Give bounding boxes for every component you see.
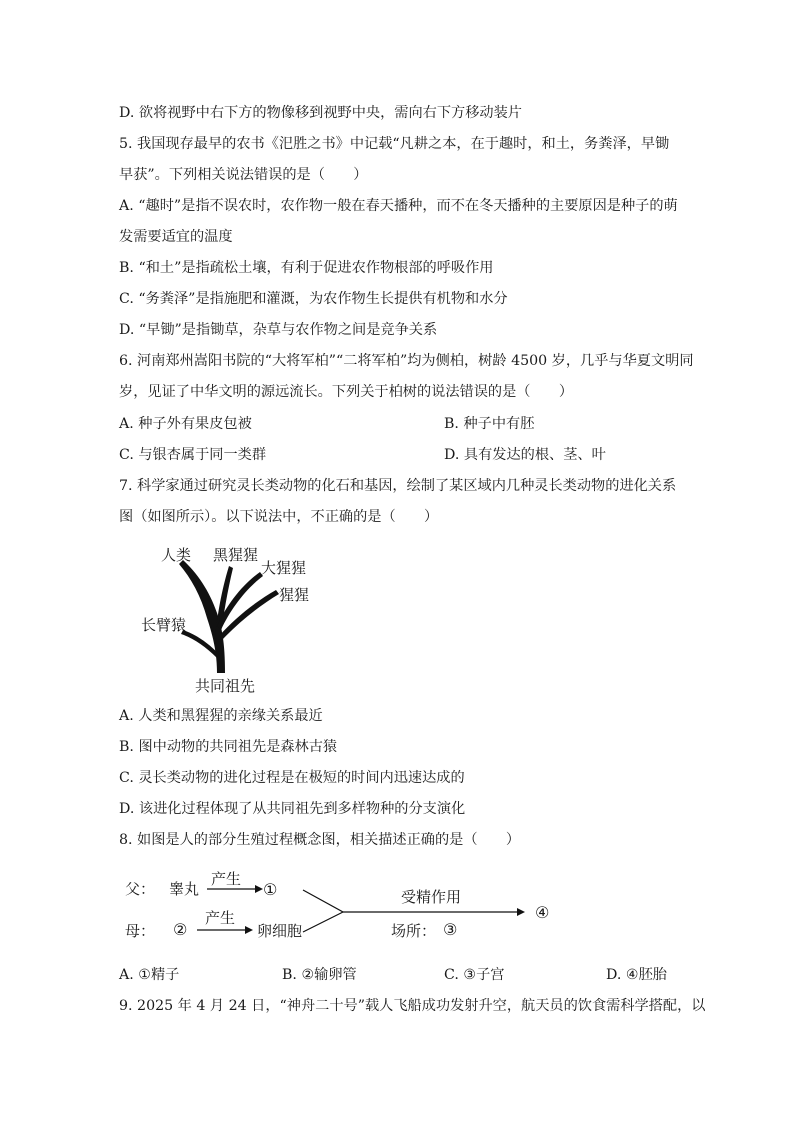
q5-stem-line1: 5. 我国现存最早的农书《汜胜之书》中记载“凡耕之本，在于趣时，和土，务粪泽，早锄 — [119, 136, 670, 152]
label-produce-2: 产生 — [205, 909, 236, 927]
q7-option-d: D. 该进化过程体现了从共同祖先到多样物种的分支演化 — [119, 801, 466, 817]
q6-option-c: C. 与银杏属于同一类群 — [119, 447, 267, 463]
q5-option-a-line1: A. “趣时”是指不误农时，农作物一般在春天播种，而不在冬天播种的主要原因是种子的萌 — [119, 198, 678, 214]
q6-option-a: A. 种子外有果皮包被 — [119, 416, 252, 432]
label-chimp: 黑猩猩 — [213, 546, 259, 564]
label-circle-4: ④ — [535, 903, 550, 922]
label-circle-1: ① — [263, 880, 278, 899]
q8-option-b: B. ②输卵管 — [282, 967, 357, 983]
q5-option-c: C. “务粪泽”是指施肥和灌溉，为农作物生长提供有机物和水分 — [119, 291, 508, 307]
label-human: 人类 — [161, 546, 192, 564]
arrowhead-fertilization — [517, 908, 525, 916]
q5-stem-line2: 早获”。下列相关说法错误的是（ ） — [119, 167, 368, 183]
label-ancestor: 共同祖先 — [195, 677, 256, 695]
q8-option-d: D. ④胚胎 — [606, 967, 667, 983]
label-circle-3: ③ — [443, 920, 458, 939]
q9-stem-line1: 9. 2025 年 4 月 24 日，“神舟二十号”载人飞船成功发射升空，航天员的饮食需科学搭配，以 — [119, 998, 706, 1014]
arrowhead-produce-1 — [255, 885, 263, 893]
label-mother: 母： — [125, 922, 156, 940]
q8-option-a: A. ①精子 — [119, 967, 180, 983]
q6-stem-line2: 岁，见证了中华文明的源远流长。下列关于柏树的说法错误的是（ ） — [119, 384, 574, 400]
label-place: 场所： — [391, 922, 437, 940]
label-orangutan: 猩猩 — [279, 586, 310, 604]
q7-stem-line2: 图（如图所示）。以下说法中，不正确的是（ ） — [119, 509, 439, 525]
q5-option-b: B. “和土”是指疏松土壤，有利于促进农作物根部的呼吸作用 — [119, 260, 494, 276]
q7-option-a: A. 人类和黑猩猩的亲缘关系最近 — [119, 708, 323, 724]
label-fertilization: 受精作用 — [401, 888, 462, 906]
label-produce-1: 产生 — [211, 870, 242, 888]
reproduction-flow-diagram — [125, 866, 585, 946]
label-circle-2: ② — [173, 920, 188, 939]
q6-option-d: D. 具有发达的根、茎、叶 — [444, 447, 606, 463]
q7-option-b: B. 图中动物的共同祖先是森林古猿 — [119, 739, 338, 755]
arrowhead-produce-2 — [245, 926, 253, 934]
q6-stem-line1: 6. 河南郑州嵩阳书院的“大将军柏”“二将军柏”均为侧柏，树龄 4500 岁，几乎与华夏文明同 — [119, 353, 694, 369]
evolution-tree-diagram — [135, 538, 355, 698]
q7-stem-line1: 7. 科学家通过研究灵长类动物的化石和基因，绘制了某区域内几种灵长类动物的进化关系 — [119, 478, 677, 494]
q7-option-c: C. 灵长类动物的进化过程是在极短的时间内迅速达成的 — [119, 770, 465, 786]
label-egg: 卵细胞 — [257, 922, 303, 940]
q8-stem: 8. 如图是人的部分生殖过程概念图，相关描述正确的是（ ） — [119, 832, 521, 848]
label-gorilla: 大猩猩 — [261, 559, 307, 577]
q5-option-d: D. “早锄”是指锄草，杂草与农作物之间是竞争关系 — [119, 322, 438, 338]
merge-lines — [303, 890, 343, 932]
label-gibbon: 长臂猿 — [141, 616, 187, 634]
q4-option-d: D. 欲将视野中右下方的物像移到视野中央，需向右下方移动装片 — [119, 105, 522, 121]
q8-option-c: C. ③子宫 — [444, 967, 505, 983]
label-testis: 睾丸 — [169, 880, 200, 898]
q6-option-b: B. 种子中有胚 — [444, 416, 535, 432]
label-father: 父： — [125, 880, 156, 898]
q5-option-a-line2: 发需要适宜的温度 — [119, 229, 233, 245]
